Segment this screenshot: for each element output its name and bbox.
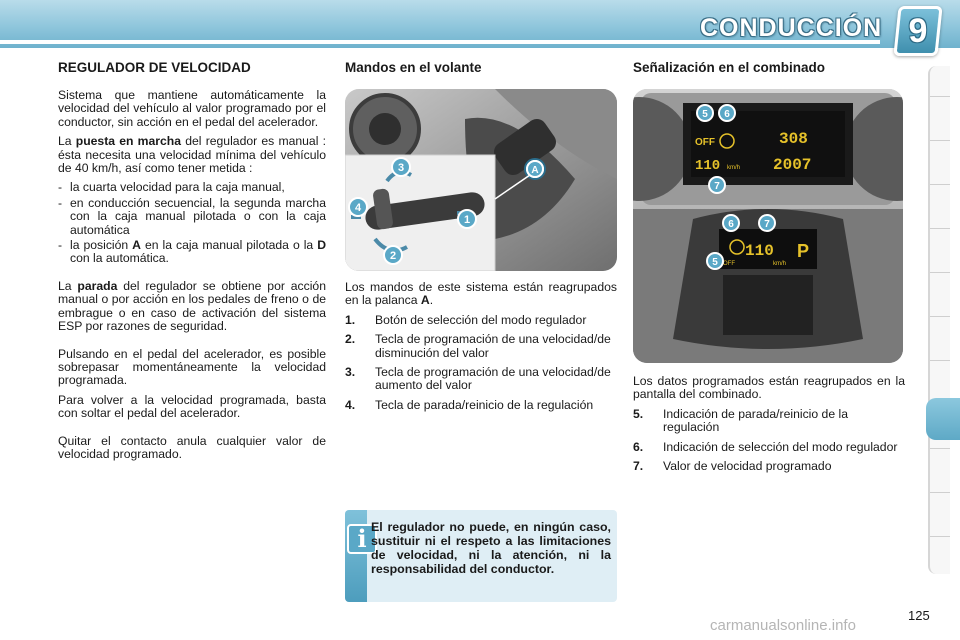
- controls-list: [345, 314, 617, 412]
- paragraph-ignition: Quitar el contacto anula cualquier valor de velocidad programado.: [58, 433, 326, 461]
- tab-divider: [930, 184, 950, 185]
- svg-text:A: A: [531, 165, 539, 176]
- callout-badge-2: [384, 246, 402, 264]
- chapter-tab-active[interactable]: [926, 398, 960, 440]
- tab-divider: [930, 228, 950, 229]
- display-list: [633, 408, 905, 474]
- svg-text:OFF: OFF: [723, 261, 735, 267]
- callout-badge-5: [697, 105, 713, 121]
- tab-divider: [930, 272, 950, 273]
- list-item: 3. Tecla de programación de una velocidad/de aumento del valor: [345, 365, 611, 393]
- svg-text:2007: 2007: [773, 156, 812, 174]
- tab-divider: [930, 492, 950, 493]
- svg-text:7: 7: [714, 181, 720, 192]
- svg-text:P: P: [797, 241, 810, 261]
- svg-text:2: 2: [389, 250, 397, 262]
- callout-badge-6: [719, 105, 735, 121]
- tab-divider: [930, 360, 950, 361]
- tab-divider: [930, 448, 950, 449]
- callout-badge-1: [458, 210, 476, 228]
- svg-text:4: 4: [354, 202, 362, 214]
- svg-text:5: 5: [702, 109, 708, 120]
- paragraph-resume: Para volver a la velocidad programada, basta con soltar el pedal del acelerador.: [58, 392, 326, 421]
- chapter-number: 9: [908, 12, 928, 50]
- list-item: 2. Tecla de programación de una velocidad/de disminución del valor: [345, 332, 611, 360]
- chapter-badge: [893, 6, 942, 56]
- column-cruise-control: [58, 60, 326, 467]
- tab-divider: [930, 96, 950, 97]
- callout-badge-7: [759, 215, 775, 231]
- svg-text:6: 6: [728, 219, 734, 230]
- section-heading: REGULADOR DE VELOCIDAD: [58, 60, 251, 75]
- gear-conditions-list: [58, 181, 326, 265]
- list-item: 7. Valor de velocidad programado: [633, 459, 832, 474]
- svg-text:308: 308: [779, 130, 808, 148]
- chapter-tab-rail: [928, 66, 950, 574]
- callout-badge-5: [707, 253, 723, 269]
- chapter-title: CONDUCCIÓN: [700, 14, 883, 42]
- paragraph-controls-intro: Los mandos de este sistema están reagrupados en la palanca A.: [345, 280, 617, 308]
- section-heading: Señalización en el combinado: [633, 60, 826, 75]
- paragraph-override: Pulsando en el pedal del acelerador, es posible sobrepasar momentáneamente la velocidad programada.: [58, 346, 326, 388]
- svg-text:5: 5: [712, 257, 718, 268]
- list-item: 4. Tecla de parada/reinicio de la regulación: [345, 397, 594, 412]
- svg-text:km/h: km/h: [773, 261, 787, 267]
- svg-text:6: 6: [724, 109, 730, 120]
- svg-text:km/h: km/h: [727, 165, 741, 171]
- list-item: - la posición A en la caja manual pilotada o la D con la automática.: [58, 239, 326, 266]
- steering-lever-illustration: [345, 89, 617, 271]
- callout-badge-3: [392, 158, 410, 176]
- callout-badge-a: [527, 161, 543, 177]
- list-item: - en conducción secuencial, la segunda marcha con la caja manual pilotada o con la caja automática: [58, 197, 326, 237]
- list-item: 5. Indicación de parada/reinicio de la regulación: [633, 406, 848, 435]
- instrument-cluster-illustration: [633, 89, 903, 363]
- svg-text:110: 110: [745, 242, 774, 260]
- svg-text:110: 110: [695, 158, 721, 174]
- column-instrument-display: [633, 60, 905, 479]
- svg-text:OFF: OFF: [695, 137, 715, 148]
- svg-text:3: 3: [397, 162, 405, 174]
- tab-divider: [930, 536, 950, 537]
- paragraph-stop: La parada del regulador se obtiene por acción manual o por acción en los pedales de freno o de embrague o en caso de activación del sistema ESP por razones de seguridad.: [58, 278, 326, 334]
- tab-divider: [930, 140, 950, 141]
- callout-badge-6: [723, 215, 739, 231]
- callout-badge-4: [349, 198, 367, 216]
- list-item: - la cuarta velocidad para la caja manual,: [58, 181, 326, 194]
- list-item: 1. Botón de selección del modo regulador: [345, 312, 587, 327]
- column-steering-controls: [345, 60, 617, 418]
- svg-text:1: 1: [463, 214, 471, 226]
- info-notice-box: [345, 510, 617, 602]
- paragraph-intro: Sistema que mantiene automáticamente la velocidad del vehículo al valor programado por el conductor, sin acción en el pedal del acelerador.: [58, 88, 326, 129]
- paragraph-activation: La puesta en marcha del regulador es manual : ésta necesita una velocidad mínima del vehículo de 40 km/h, así como tener metida :: [58, 134, 327, 176]
- callout-badge-7: [709, 177, 725, 193]
- paragraph-display-intro: Los datos programados están reagrupados en la pantalla del combinado.: [633, 374, 905, 402]
- watermark: carmanualsonline.info: [710, 617, 856, 634]
- info-text: El regulador no puede, en ningún caso, sustituir ni el respeto a las limitaciones de velocidad, ni la atención, ni la responsabilidad del conductor.: [371, 520, 611, 576]
- info-icon: i: [347, 524, 377, 554]
- page-number: 125: [908, 608, 930, 623]
- section-heading: Mandos en el volante: [345, 60, 482, 75]
- svg-text:7: 7: [764, 219, 770, 230]
- list-item: 6. Indicación de selección del modo regulador: [633, 439, 898, 454]
- tab-divider: [930, 316, 950, 317]
